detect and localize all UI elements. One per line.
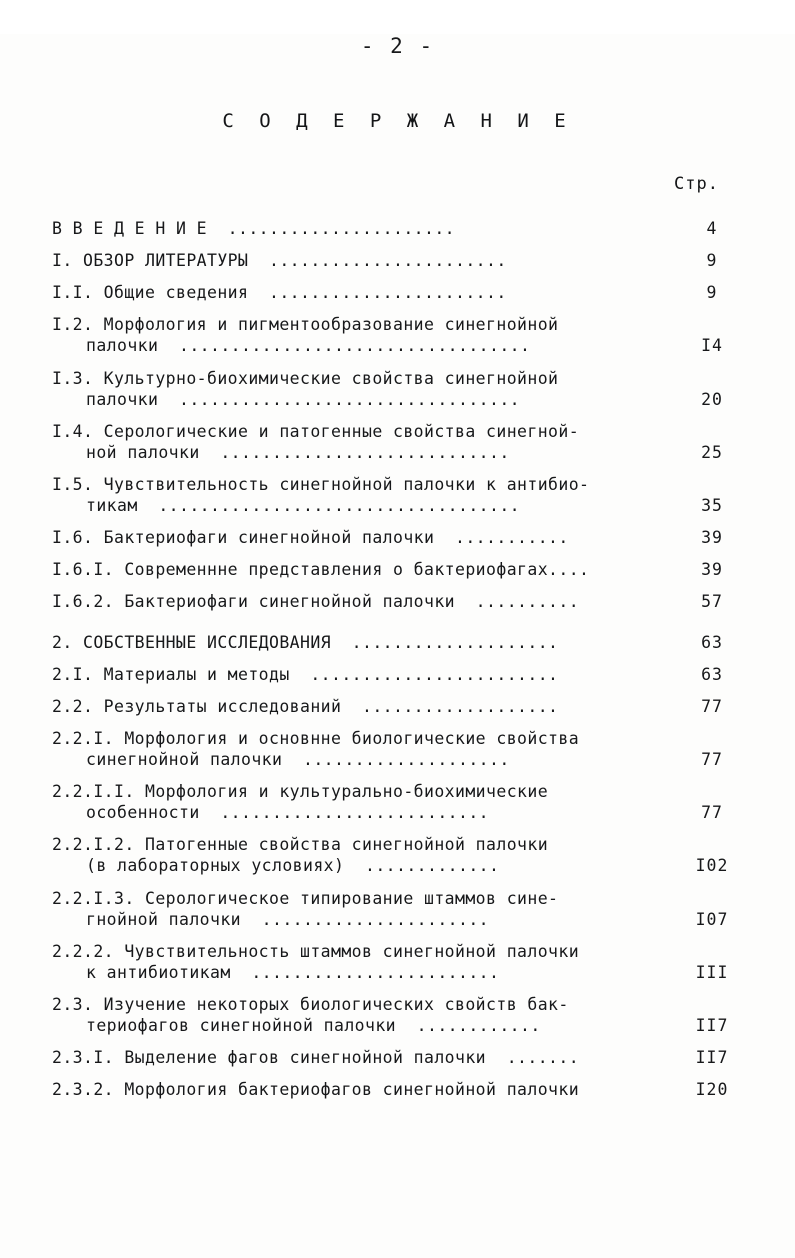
toc-entry-label: I.6. Бактериофаги синегнойной палочки ........... xyxy=(52,528,569,548)
toc-entry-page: 9 xyxy=(706,251,718,271)
toc-entry-page: I07 xyxy=(695,909,729,929)
toc-entry-page: 77 xyxy=(701,803,723,823)
toc-entry[interactable] xyxy=(52,282,743,303)
toc-entry-page: III xyxy=(695,962,729,982)
document-page xyxy=(0,34,795,1258)
toc-entry-label-continued: особенности .......................... xyxy=(86,803,490,823)
toc-entry[interactable] xyxy=(52,632,743,653)
toc-entry-page: 63 xyxy=(701,632,723,652)
toc-entry-label: В В Е Д Е Н И Е ...................... xyxy=(52,219,456,238)
toc-entry-label-continued: гнойной палочки ...................... xyxy=(86,909,490,929)
toc-entry-page: II7 xyxy=(695,1016,729,1036)
toc-entry-label: I.2. Морфология и пигментообразование синегнойной палочки .................................. xyxy=(52,314,673,356)
toc-entry[interactable] xyxy=(52,527,743,548)
toc-entry[interactable] xyxy=(52,781,743,823)
toc-entry-page: 4 xyxy=(706,219,718,238)
toc-entry[interactable] xyxy=(52,218,743,239)
toc-entry[interactable] xyxy=(52,250,743,271)
toc-entry-label-continued: тикам ................................... xyxy=(86,496,521,516)
toc-entry-page: II7 xyxy=(695,1048,729,1068)
toc-entry-label: 2.2.I.3. Серологическое типирование штаммов сине- гнойной палочки ...................... xyxy=(52,888,673,930)
toc-entry-page: 20 xyxy=(701,389,723,409)
toc-entry-label: 2.2. Результаты исследований ................... xyxy=(52,696,559,716)
toc-entry-label: I. ОБЗОР ЛИТЕРАТУРЫ ....................... xyxy=(52,251,507,271)
toc-entry-label: I.3. Культурно-биохимические свойства синегнойной палочки ................................. xyxy=(52,368,673,410)
toc-entry-label: 2.I. Материалы и методы ........................ xyxy=(52,664,559,684)
toc-entry-label: I.4. Серологические и патогенные свойства синегной- ной палочки ............................ xyxy=(52,421,673,463)
toc-entry-label: 2.3.2. Морфология бактериофагов синегнойной палочки xyxy=(52,1080,580,1100)
toc-entry[interactable] xyxy=(52,368,743,410)
page-title: С О Д Е Р Ж А Н И Е xyxy=(222,110,573,132)
toc-entry-label: 2.2.2. Чувствительность штаммов синегнойной палочки к антибиотикам ........................ xyxy=(52,941,673,983)
toc-entry-page: 57 xyxy=(701,592,723,612)
toc-entry-label-continued: к антибиотикам ........................ xyxy=(86,962,500,982)
toc-entry-page: 77 xyxy=(701,749,723,769)
toc-entry-label: I.6.I. Современнне представления о бактериофагах.... xyxy=(52,560,590,580)
toc-entry-label: 2. СОБСТВЕННЫЕ ИССЛЕДОВАНИЯ .................... xyxy=(52,632,559,652)
toc-entry[interactable] xyxy=(52,728,743,770)
toc-entry-page: 25 xyxy=(701,442,723,462)
toc-entry-label-continued: палочки ................................. xyxy=(86,389,521,409)
toc-entry[interactable] xyxy=(52,834,743,876)
toc-entry[interactable] xyxy=(52,591,743,612)
toc-entry-label: 2.2.I. Морфология и основнне биологические свойства синегнойной палочки .................... xyxy=(52,728,673,770)
toc-entry-label: 2.3.I. Выделение фагов синегнойной палочки ....... xyxy=(52,1048,580,1068)
toc-entry-page: 35 xyxy=(701,496,723,516)
toc-entry-page: I4 xyxy=(701,336,723,356)
toc-entry-label-continued: синегнойной палочки .................... xyxy=(86,749,510,769)
toc-entry-page: 39 xyxy=(701,528,723,548)
toc-entry[interactable] xyxy=(52,421,743,463)
toc-entry-page: 39 xyxy=(701,560,723,580)
toc-entry-label: 2.2.I.2. Патогенные свойства синегнойной палочки (в лабораторных условиях) ............. xyxy=(52,834,673,876)
toc-entry[interactable] xyxy=(52,559,743,580)
toc-entry-page: 63 xyxy=(701,664,723,684)
toc-entry[interactable] xyxy=(52,888,743,930)
toc-entry[interactable] xyxy=(52,314,743,356)
toc-entry-page: 77 xyxy=(701,696,723,716)
toc-entry-label-continued: палочки .................................. xyxy=(86,336,531,356)
toc-entry[interactable] xyxy=(52,474,743,516)
toc-entry-label: 2.2.I.I. Морфология и культурально-биохимические особенности .......................... xyxy=(52,781,673,823)
toc-entry[interactable] xyxy=(52,941,743,983)
toc-entry[interactable] xyxy=(52,1047,743,1068)
toc-entry-label-continued: ной палочки ............................ xyxy=(86,442,510,462)
toc-entry-page: I20 xyxy=(695,1080,729,1100)
toc-entry[interactable] xyxy=(52,1079,743,1100)
toc-entry-label-continued: (в лабораторных условиях) ............. xyxy=(86,856,500,876)
toc-entry[interactable] xyxy=(52,664,743,685)
toc-entry-label: 2.3. Изучение некоторых биологических свойств бак- териофагов синегнойной палочки ............ xyxy=(52,994,673,1036)
toc-entry-label: I.6.2. Бактериофаги синегнойной палочки .......... xyxy=(52,592,580,612)
toc-entry-label: I.I. Общие сведения ....................... xyxy=(52,283,507,303)
toc-entry[interactable] xyxy=(52,994,743,1036)
toc-entry-page: I02 xyxy=(695,856,729,876)
toc-entry-page: 9 xyxy=(706,283,718,303)
toc-entry-label-continued: териофагов синегнойной палочки ............ xyxy=(86,1016,541,1036)
page-number: - 2 - xyxy=(360,34,435,58)
toc-entry-label: I.5. Чувствительность синегнойной палочки к антибио- тикам ................................... xyxy=(52,474,673,516)
toc-entry[interactable] xyxy=(52,696,743,717)
column-header-pages: Стр. xyxy=(674,174,719,194)
table-of-contents xyxy=(0,218,795,1100)
